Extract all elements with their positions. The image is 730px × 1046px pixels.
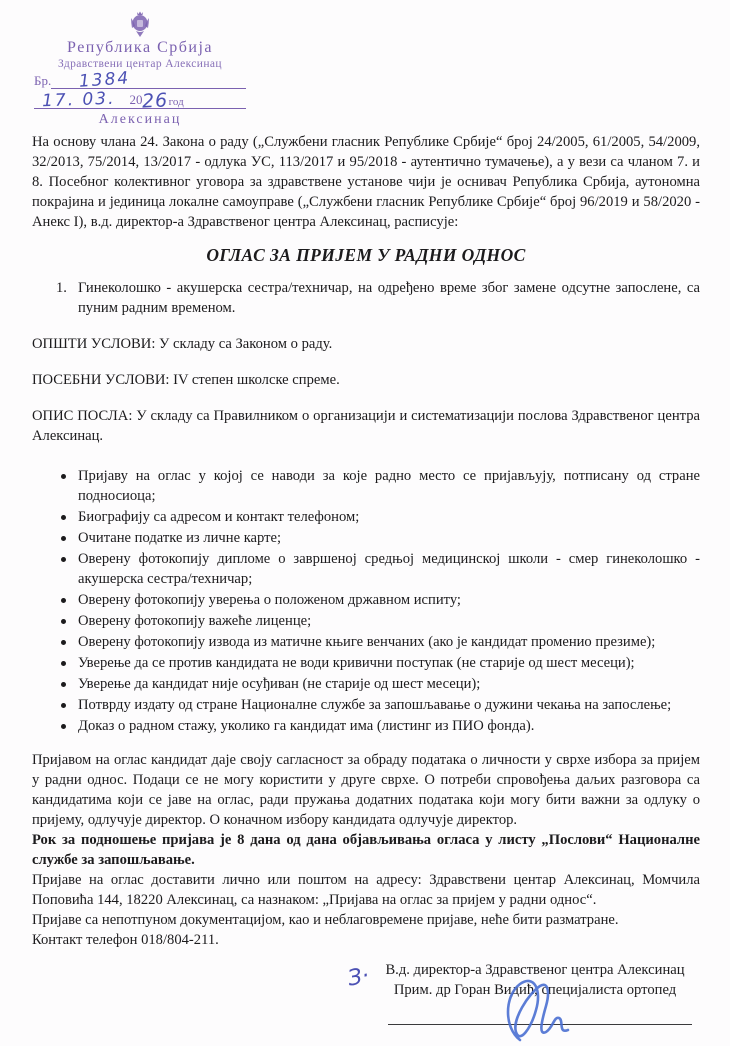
document-item-text: Уверење да се против кандидата не води кривични поступак (не старије од шест месеци); [78, 655, 635, 671]
document-item [78, 674, 700, 694]
contact-phone: Контакт телефон 018/804-211. [32, 932, 219, 948]
consent-paragraph: Пријавом на оглас кандидат даје своју сагласност за обраду података о личности у сврхе избора за пријем у радни однос. Подаци се не могу користити у друге сврхе. О потреби спровођења даљих разговора са кандидатима који се јаве на оглас, ради пружања додатних података који могу бити важни за одлуку о пријему, одлучује директор. О коначном избору кандидата одлучује директор. [32, 752, 700, 828]
position-item-number: 1. [56, 280, 67, 296]
bullet-icon [61, 703, 66, 708]
bullet-icon [61, 724, 66, 729]
stamp-number-line [51, 68, 246, 92]
stamp-number-label: Бр. [34, 73, 52, 88]
bullet-icon [61, 661, 66, 666]
incomplete-applications-paragraph: Пријаве са непотпуном документацијом, као и неблаговремене пријаве, неће бити разматране. [32, 912, 619, 928]
document-item-text: Потврду издату од стране Националне службе за запошљавање о дужини чекања на запослење; [78, 697, 672, 713]
letterhead-stamp [34, 10, 246, 128]
stamp-date-row [34, 88, 246, 113]
position-item [56, 278, 700, 318]
document-item-text: Доказ о радном стажу, уколико га кандидат има (листинг из ПИО фонда). [78, 718, 535, 734]
document-item [78, 632, 700, 652]
stamp-city: Алексинац [98, 112, 182, 127]
handwritten-date: 17. 03. [41, 88, 116, 112]
document-item [78, 716, 700, 736]
position-item-text: Гинеколошко - акушерска сестра/техничар, на одређено време због замене одсутне запослене, са пуним радним временом. [78, 280, 700, 316]
signatory-name: Прим. др Горан Видић, специјалиста ортопед [393, 982, 677, 998]
address-paragraph: Пријаве на оглас доставити лично или поштом на адресу: Здравствени центар Алексинац, Момчила Поповића 144, 18220 Алексинац, са назнаком: „Пријава на оглас за пријем у радни однос“. [32, 872, 700, 908]
stamp-republic-line: Република Србија [67, 39, 213, 56]
required-documents-list [32, 466, 700, 736]
bullet-icon [61, 619, 66, 624]
document-item-text: Уверење да кандидат није осуђиван (не старије од шест месеци); [78, 676, 481, 692]
stamp-date-line [34, 88, 246, 113]
signature-block [345, 960, 690, 1000]
handwritten-year: 26 [141, 89, 170, 113]
document-item [78, 528, 700, 548]
stamp-institution-line: Здравствени центар Алексинац [58, 58, 222, 70]
document-item-text: Пријаву на оглас у којој се наводи за које радно место се пријављују, потписану од стране подносиоца; [78, 468, 700, 504]
signatory-title: В.д. директор-а Здравственог центра Алексинац [385, 962, 685, 978]
bullet-icon [61, 515, 66, 520]
handwritten-protocol-number: 1384 [78, 68, 132, 92]
document-item-text: Оверену фотокопију извода из матичне књиге венчаних (ако је кандидат променио презиме); [78, 634, 656, 650]
bullet-icon [61, 640, 66, 645]
document-item-text: Очитане податке из личне карте; [78, 530, 282, 546]
document-title: ОГЛАС ЗА ПРИЈЕМ У РАДНИ ОДНОС [206, 245, 526, 265]
bullet-icon [61, 682, 66, 687]
bullet-icon [61, 474, 66, 479]
document-item [78, 653, 700, 673]
stamp-year-suffix: год [168, 96, 184, 108]
legal-basis-paragraph: На основу члана 24. Закона о раду („Службени гласник Републике Србије“ број 24/2005, 61/2005, 54/2009, 32/2013, 75/2014, 13/2017 - одлука УС, 113/2017 и 95/2018 - аутентично тумачење), а у вези са чланом 7. и 8. Посебног колективног уговора за здравствене установе чији је оснивач Република Србија, аутономна покрајина и јединица локалне самоуправе („Службени гласник Републике Србије“ број 96/2019 и 58/2020 - Анекс I), в.д. директор-а Здравственог центра Алексинац, расписује: [32, 134, 700, 230]
stamp-year-prefix: 20 [129, 92, 143, 107]
general-conditions: ОПШТИ УСЛОВИ: У складу са Законом о раду. [32, 336, 333, 352]
job-description: ОПИС ПОСЛА: У складу са Правилником о организацији и систематизацији послова Здравственог центра Алексинац. [32, 408, 700, 444]
document-item-text: Оверену фотокопију уверења о положеном државном испиту; [78, 592, 461, 608]
document-item [78, 611, 700, 631]
document-item-text: Оверену фотокопију важеће лиценце; [78, 613, 312, 629]
document-item [78, 466, 700, 506]
document-item [78, 507, 700, 527]
document-item [78, 549, 700, 589]
document-item [78, 695, 700, 715]
deadline-paragraph: Рок за подношење пријава је 8 дана од дана објављивања огласа у листу „Послови“ Националне службе за запошљавање. [32, 832, 700, 868]
bullet-icon [61, 536, 66, 541]
serbia-coat-of-arms-icon [128, 10, 152, 38]
bullet-icon [61, 598, 66, 603]
special-conditions: ПОСЕБНИ УСЛОВИ: IV степен школске спреме. [32, 372, 340, 388]
document-item-text: Оверену фотокопију дипломе о завршеној средњој медицинској школи - смер гинеколошко - акушерска сестра/техничар; [78, 551, 700, 587]
document-item [78, 590, 700, 610]
document-item-text: Биографију са адресом и контакт телефоном; [78, 509, 360, 525]
closing-section [32, 750, 700, 950]
handwritten-signature [490, 976, 600, 1046]
bullet-icon [61, 557, 66, 562]
stamp-number-row [34, 68, 246, 92]
handwritten-initial: З· [345, 963, 372, 992]
